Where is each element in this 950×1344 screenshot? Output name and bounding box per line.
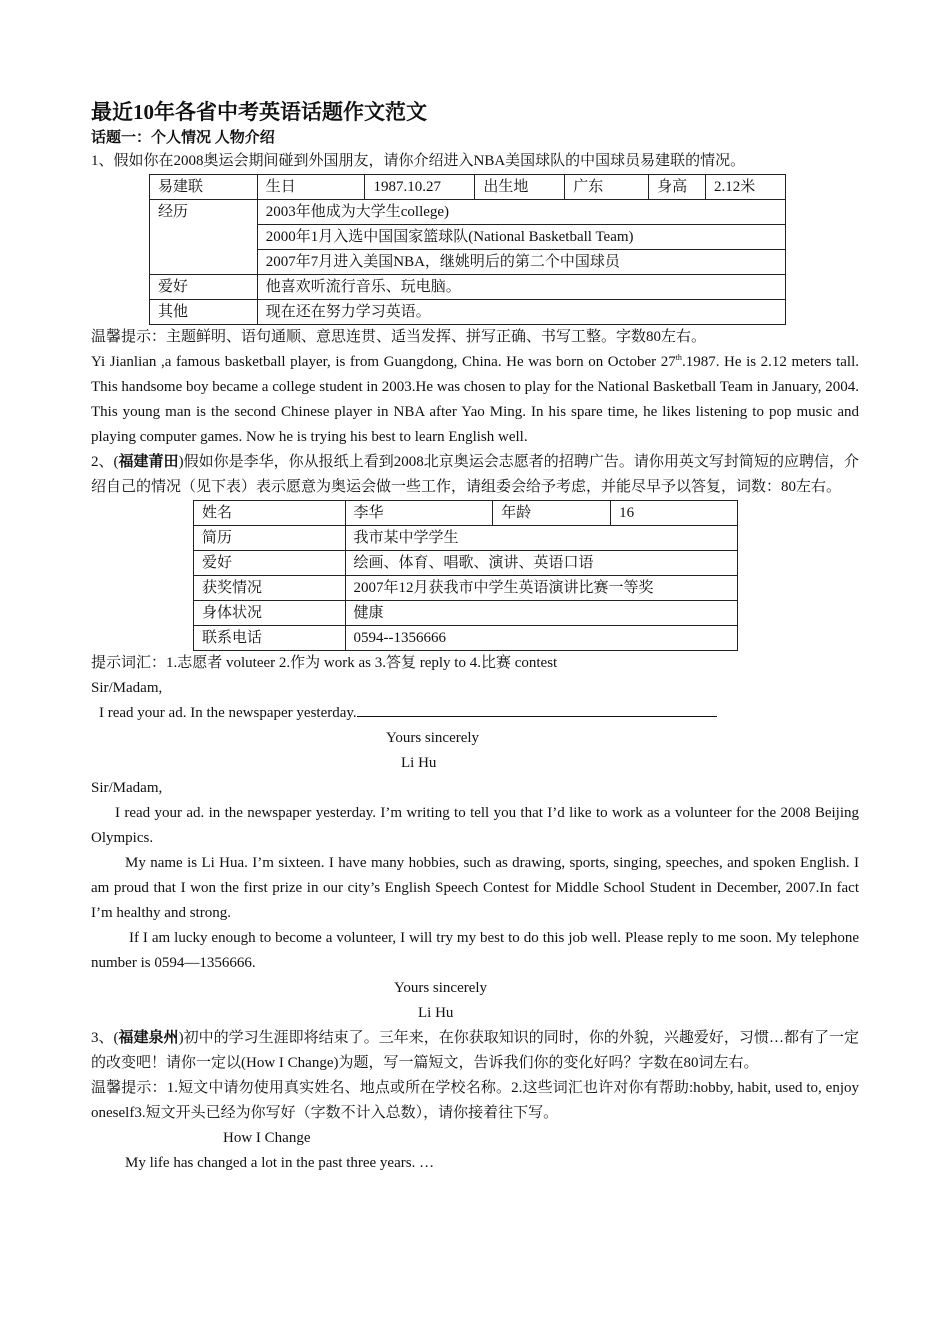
model-paragraph: My name is Li Hua. I’m sixteen. I have many hobbies, such as drawing, sports, singing, speeches, and spoken English. I am proud that I won the first prize in our city’s English Speech Contest for Middle School Student in December, 2007.In fact I’m healthy and strong.	[91, 855, 859, 921]
table-cell: 2003年他成为大学生college)	[257, 200, 785, 225]
model-paragraph: I read your ad. in the newspaper yesterday. I’m writing to tell you that I’d like to work as a volunteer for the 2008 Beijing Olympics.	[91, 805, 859, 846]
essay-text: Yi Jianlian ,a famous basketball player, is from Guangdong, China. He was born on October 27	[91, 354, 676, 370]
table-cell: 获奖情况	[194, 576, 346, 601]
starter-text: I read your ad. In the newspaper yesterday.	[99, 705, 357, 721]
table-cell: 他喜欢听流行音乐、玩电脑。	[257, 275, 785, 300]
q3-tip: 温馨提示：1.短文中请勿使用真实姓名、地点或所在学校名称。2.这些词汇也许对你有帮助:hobby, habit, used to, enjoy oneself3.短文开头已经为你写好（字数不计入总数），请你接着往下写。	[91, 1080, 859, 1121]
essay-title: How I Change	[223, 1130, 311, 1146]
table-cell: 易建联	[150, 175, 258, 200]
table-cell: 年龄	[493, 501, 611, 526]
q1-prompt: 1、假如你在2008奥运会期间碰到外国朋友，请你介绍进入NBA美国球队的中国球员易建联的情况。	[91, 153, 746, 169]
q2-prompt	[91, 450, 859, 500]
table-row	[150, 300, 786, 325]
q3-prompt	[91, 1026, 859, 1076]
letter-signature: Li Hu	[401, 755, 437, 771]
table-cell: 0594--1356666	[345, 626, 738, 651]
question-number: 2、(	[91, 454, 119, 470]
letter-starter	[91, 701, 859, 726]
table-cell: 健康	[345, 601, 738, 626]
q2-info-table	[193, 500, 738, 651]
table-cell: 16	[611, 501, 738, 526]
prompt-text: )假如你是李华，你从报纸上看到2008北京奥运会志愿者的招聘广告。请你用英文写封简短的应聘信，介绍自己的情况（见下表）表示愿意为奥运会做一些工作，请组委会给予考虑，并能尽早予以答复，词数：80左右。	[91, 454, 859, 495]
table-cell: 联系电话	[194, 626, 346, 651]
table-cell: 2007年7月进入美国NBA，继姚明后的第二个中国球员	[257, 250, 785, 275]
ordinal-suffix: th	[675, 353, 682, 362]
table-cell: 我市某中学学生	[345, 526, 738, 551]
prompt-text: )初中的学习生涯即将结束了。三年来，在你获取知识的同时，你的外貌，兴趣爱好，习惯…都有了一定的改变吧！请你一定以(How I Change)为题，写一篇短文，告诉我们你的变化好吗？字数在80词左右。	[91, 1030, 859, 1071]
table-cell: 简历	[194, 526, 346, 551]
table-cell: 生日	[257, 175, 365, 200]
table-cell: 1987.10.27	[365, 175, 475, 200]
table-cell: 经历	[150, 200, 258, 275]
model-closing: Yours sincerely	[394, 980, 488, 996]
model-salutation: Sir/Madam,	[91, 780, 163, 796]
table-row	[150, 175, 786, 200]
table-cell: 2000年1月入选中国国家篮球队(National Basketball Team)	[257, 225, 785, 250]
essay-text: .1987. He is 2.12 meters tall. This handsome boy became a college student in 2003.He was chosen to play for the National Basketball Team in January, 2004. This young man is the second Chinese player in NBA after Yao Ming. In his spare time, he likes listening to pop music and playing computer games. Now he is trying his best to learn English well.	[91, 354, 859, 445]
q1-tip: 温馨提示：主题鲜明、语句通顺、意思连贯、适当发挥、拼写正确、书写工整。字数80左右。	[91, 329, 707, 345]
topic-heading: 话题一：个人情况 人物介绍	[91, 130, 275, 146]
answer-blank	[357, 702, 717, 717]
letter-closing: Yours sincerely	[386, 730, 480, 746]
table-row	[194, 601, 738, 626]
table-cell: 2.12米	[706, 175, 786, 200]
table-cell: 其他	[150, 300, 258, 325]
essay-opening: My life has changed a lot in the past three years. …	[125, 1155, 435, 1171]
table-cell: 身体状况	[194, 601, 346, 626]
region-label: 福建泉州	[118, 1030, 179, 1046]
table-cell: 爱好	[150, 275, 258, 300]
q1-info-table	[149, 174, 786, 325]
table-row	[150, 275, 786, 300]
model-paragraph: If I am lucky enough to become a volunteer, I will try my best to do this job well. Please reply to me soon. My telephone number is 0594—1356666.	[91, 930, 859, 971]
region-label: 福建莆田	[118, 454, 179, 470]
table-cell: 2007年12月获我市中学生英语演讲比赛一等奖	[345, 576, 738, 601]
table-cell: 爱好	[194, 551, 346, 576]
table-cell: 现在还在努力学习英语。	[257, 300, 785, 325]
table-cell: 绘画、体育、唱歌、演讲、英语口语	[345, 551, 738, 576]
q1-model-essay	[91, 350, 859, 450]
table-cell: 身高	[649, 175, 706, 200]
table-cell: 出生地	[475, 175, 565, 200]
document-page	[91, 97, 859, 1176]
table-row	[194, 576, 738, 601]
table-row	[194, 501, 738, 526]
table-cell: 姓名	[194, 501, 346, 526]
table-cell: 李华	[345, 501, 493, 526]
letter-salutation: Sir/Madam,	[91, 680, 163, 696]
table-row	[150, 200, 786, 225]
table-row	[194, 626, 738, 651]
q2-vocab-hint: 提示词汇：1.志愿者 voluteer 2.作为 work as 3.答复 reply to 4.比赛 contest	[91, 655, 558, 671]
table-row	[194, 551, 738, 576]
document-title: 最近10年各省中考英语话题作文范文	[91, 100, 427, 124]
table-cell: 广东	[565, 175, 649, 200]
question-number: 3、(	[91, 1030, 119, 1046]
table-row	[194, 526, 738, 551]
model-signature: Li Hu	[418, 1005, 454, 1021]
